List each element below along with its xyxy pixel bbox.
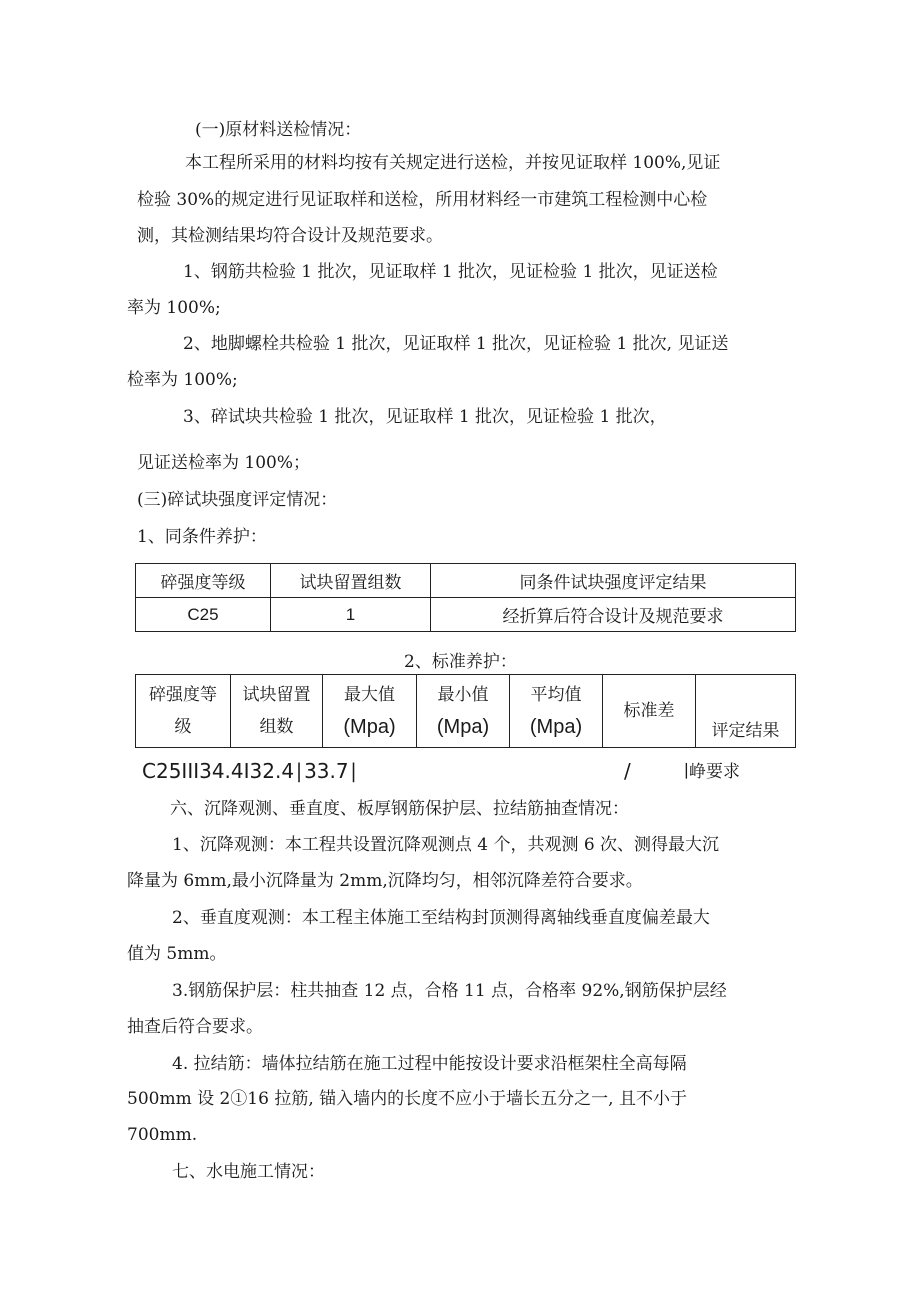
- materials-paragraph-line-2: 检验 30%的规定进行见证取样和送检，所用材料经一市建筑工程检测中心检: [137, 190, 708, 210]
- materials-paragraph-line-1: 本工程所采用的材料均按有关规定进行送检，并按见证取样 100%,见证: [185, 153, 721, 173]
- table-cell: 经折算后符合设计及规范要求: [431, 598, 796, 632]
- utility-heading: 七、水电施工情况：: [172, 1162, 325, 1182]
- item-3-line-1: 3、碎试块共检验 1 批次，见证取样 1 批次，见证检验 1 批次，: [183, 407, 667, 427]
- table-header-cell: 平均值 (Mpa): [510, 675, 603, 748]
- table-cell: 1: [271, 598, 431, 632]
- concrete-heading: (三)碎试块强度评定情况：: [137, 490, 338, 510]
- table-header-row: [136, 564, 796, 598]
- table-header-cell: 碎强度等 级: [136, 675, 231, 748]
- materials-paragraph-line-3: 测，其检测结果均符合设计及规范要求。: [137, 226, 443, 246]
- settlement-heading: 六、沉降观测、垂直度、板厚钢筋保护层、拉结筋抽查情况：: [170, 799, 629, 819]
- item-2-line-2: 检率为 100%;: [127, 370, 238, 390]
- standard-curing-table: [135, 674, 796, 748]
- table-header-cell: 最大值 (Mpa): [323, 675, 417, 748]
- standard-curing-heading: 2、标准养护：: [404, 652, 517, 672]
- table-cell: C25: [136, 598, 271, 632]
- table-header-cell: 标准差: [603, 675, 696, 748]
- verticality-line-2: 值为 5mm。: [127, 944, 227, 964]
- tie-bar-line-3: 700mm.: [127, 1125, 198, 1145]
- item-1-line-2: 率为 100%;: [127, 298, 221, 318]
- table-header-cell: 碎强度等级: [136, 564, 271, 598]
- item-2-line-1: 2、地脚螺栓共检验 1 批次，见证取样 1 批次，见证检验 1 批次, 见证送: [183, 334, 729, 354]
- item-3-line-2: 见证送检率为 100%；: [137, 453, 311, 473]
- settlement-line-2: 降量为 6mm,最小沉降量为 2mm,沉降均匀，相邻沉降差符合要求。: [127, 871, 643, 891]
- same-condition-table: [135, 563, 796, 632]
- tie-bar-line-1: 4. 拉结筋：墙体拉结筋在施工过程中能按设计要求沿框架柱全高每隔: [172, 1054, 687, 1074]
- rebar-cover-line-1: 3.钢筋保护层：柱共抽查 12 点，合格 11 点，合格率 92%,钢筋保护层经: [172, 981, 727, 1001]
- table-extra-row-slash: /: [624, 759, 631, 783]
- table-row: [136, 598, 796, 632]
- same-condition-heading: 1、同条件养护：: [137, 527, 267, 547]
- rebar-cover-line-2: 抽查后符合要求。: [127, 1017, 263, 1037]
- tie-bar-line-2: 500mm 设 2①16 拉筋, 锚入墙内的长度不应小于墙长五分之一, 且不小于: [127, 1089, 687, 1109]
- table-header-cell: 试块留置组数: [271, 564, 431, 598]
- settlement-line-1: 1、沉降观测：本工程共设置沉降观测点 4 个，共观测 6 次、测得最大沉: [172, 835, 720, 855]
- table-extra-row-values: C25III34.4I32.4∣33.7∣: [142, 759, 359, 783]
- table-header-cell: 最小值 (Mpa): [417, 675, 510, 748]
- table-header-cell: 同条件试块强度评定结果: [431, 564, 796, 598]
- item-1-line-1: 1、钢筋共检验 1 批次，见证取样 1 批次，见证检验 1 批次，见证送检: [183, 262, 718, 282]
- table-header-cell: 试块留置 组数: [231, 675, 323, 748]
- table-header-row: [136, 675, 796, 748]
- table-extra-row-result: ∣峥要求: [684, 762, 740, 782]
- table-header-cell: 评定结果: [696, 675, 796, 748]
- materials-heading: (一)原材料送检情况：: [195, 120, 362, 140]
- verticality-line-1: 2、垂直度观测：本工程主体施工至结构封顶测得离轴线垂直度偏差最大: [172, 908, 710, 928]
